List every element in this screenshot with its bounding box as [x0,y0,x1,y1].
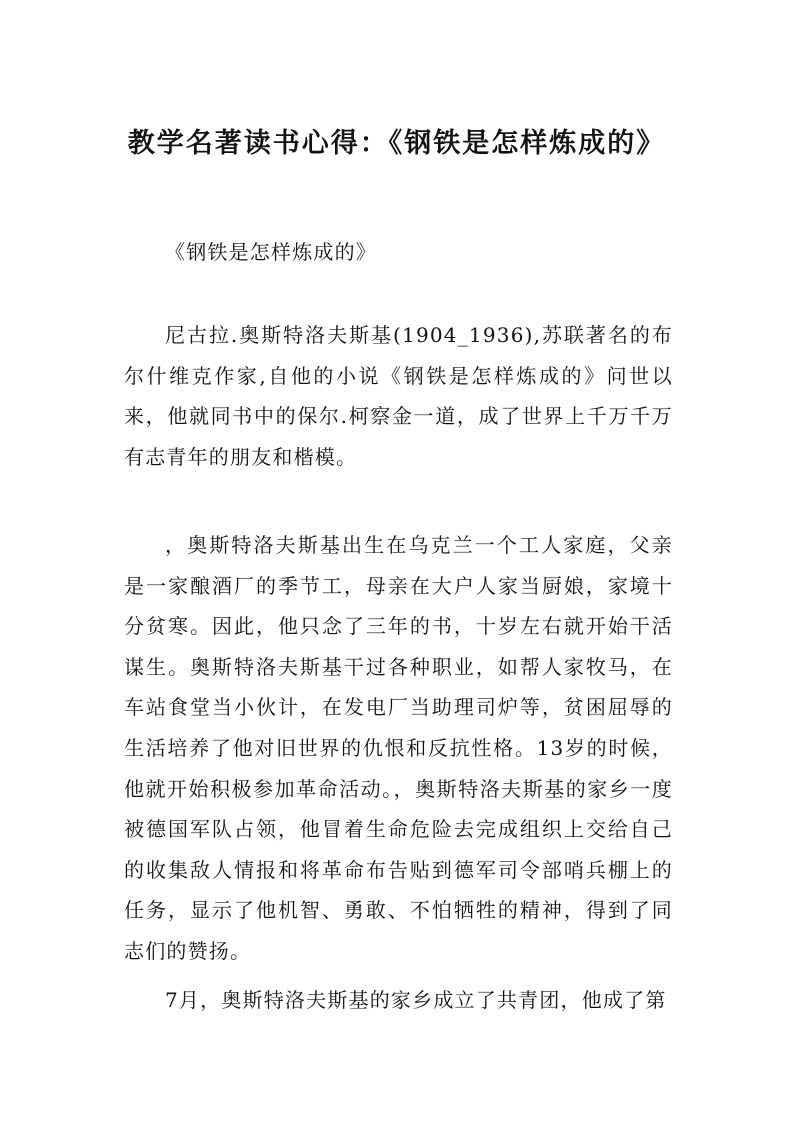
document-subtitle: 《钢铁是怎样炼成的》 [165,240,377,264]
document-title: 教学名著读书心得：《钢铁是怎样炼成的》 [127,128,666,159]
paragraph-3: 7月，奥斯特洛夫斯基的家乡成立了共青团，他成了第 [165,988,667,1012]
paragraph-1: 尼古拉.奥斯特洛夫斯基(1904_1936),苏联著名的布尔什维克作家,自他的小说《钢铁是怎样炼成的》问世以来，他就同书中的保尔.柯察金一道，成了世界上千万千万有志青年的朋友和楷模。 [124,323,673,469]
paragraph-2: ，奥斯特洛夫斯基出生在乌克兰一个工人家庭，父亲是一家酿酒厂的季节工，母亲在大户人家当厨娘，家境十分贫寒。因此，他只念了三年的书，十岁左右就开始干活谋生。奥斯特洛夫斯基干过各种职业，如帮人家牧马，在车站食堂当小伙计，在发电厂当助理司炉等，贫困屈辱的生活培养了他对旧世界的仇恨和反抗性格。13岁的时候，他就开始积极参加革命活动。，奥斯特洛夫斯基的家乡一度被德国军队占领，他冒着生命危险去完成组织上交给自己的收集敌人情报和将革命布告贴到德军司令部哨兵棚上的任务，显示了他机智、勇敢、不怕牺牲的精神，得到了同志们的赞扬。 [124,533,673,963]
